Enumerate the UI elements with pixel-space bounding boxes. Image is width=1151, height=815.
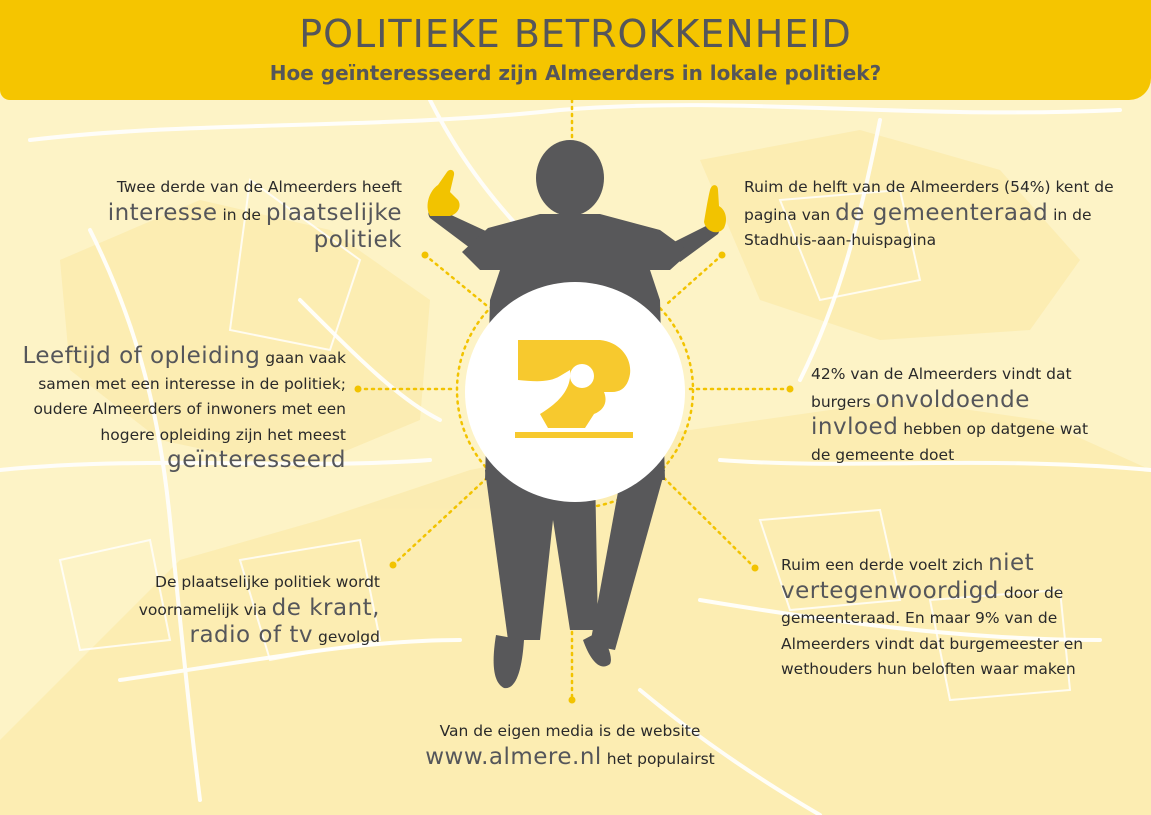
- fact-interest-emphasis-2: plaatselijke politiek: [265, 199, 402, 253]
- fact-interest-emphasis-1: interesse: [107, 199, 218, 226]
- fact-media-text-2: gevolgd: [313, 628, 380, 646]
- fact-influence-text: 42% van de Almeerders vindt dat burgers: [811, 365, 1072, 411]
- fact-media: [110, 570, 380, 651]
- website-link: www.almere.nl: [425, 743, 602, 770]
- fact-represent-text: Ruim een derde voelt zich: [781, 556, 989, 574]
- fact-representation: [781, 551, 1141, 683]
- fact-influence-emphasis: onvoldoende invloed: [811, 386, 1030, 440]
- page-subtitle: Hoe geïnteresseerd zijn Almeerders in lokale politiek?: [269, 61, 882, 85]
- fact-page-text: Ruim de helft van de Almeerders (54%) kent de pagina van: [744, 178, 1114, 224]
- fact-media-emphasis: de krant, radio of tv: [189, 594, 380, 648]
- fact-represent-emphasis: niet vertegenwoordigd: [781, 550, 1035, 604]
- fact-page-emphasis: de gemeenteraad: [835, 199, 1049, 226]
- fact-age-text: gaan vaak samen met een interesse in de politiek; oudere Almeerders of inwoners met een hogere opleiding zijn het meest: [33, 349, 346, 444]
- page-title: POLITIEKE BETROKKENHEID: [299, 12, 852, 56]
- fact-influence-text-2: hebben op datgene wat de gemeente doet: [811, 420, 1089, 464]
- fact-age-emphasis-2: geïnteresseerd: [167, 447, 346, 473]
- fact-web-text-2: het populairst: [601, 749, 715, 768]
- fact-page-text-2: in de Stadhuis-aan-huispagina: [744, 205, 1092, 249]
- fact-web-text: Van de eigen media is de website: [439, 722, 701, 740]
- fact-interest: [100, 175, 402, 256]
- fact-media-text: De plaatselijke politiek wordt voornamelijk via: [138, 573, 380, 619]
- fact-website: [360, 719, 780, 772]
- fact-represent-text-2: door de gemeenteraad. En maar 9% van de Almeerders vindt dat burgemeester en wethouders hun beloften waar maken: [781, 583, 1084, 678]
- fact-interest-text: Twee derde van de Almeerders heeft: [116, 178, 402, 196]
- fact-influence: [811, 362, 1111, 468]
- fact-age-emphasis-1: Leeftijd of opleiding: [22, 343, 261, 369]
- fact-council-page: [744, 175, 1124, 254]
- fact-interest-text-2: in de: [217, 205, 266, 224]
- fact-age-education: [10, 344, 346, 476]
